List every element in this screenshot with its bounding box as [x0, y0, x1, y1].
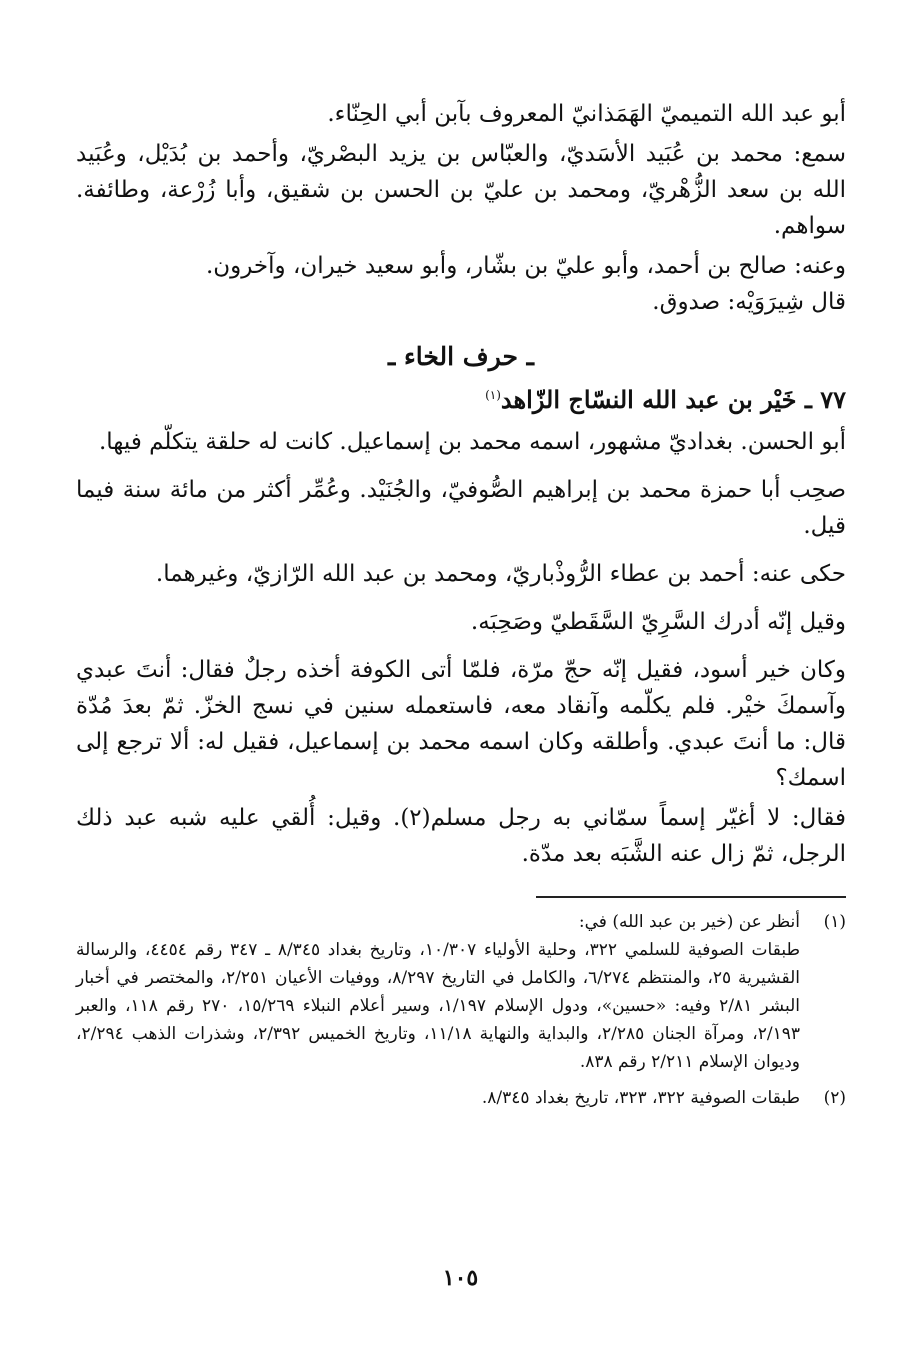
- footnote-line: طبقات الصوفية ٣٢٢، ٣٢٣، تاريخ بغداد ٨/٣٤٥.: [481, 1088, 800, 1108]
- paragraph-students: وعنه: صالح بن أحمد، وأبو عليّ بن بشّار، وأبو سعيد خيران، وآخرون.: [205, 253, 846, 279]
- footnote: [76, 908, 846, 1076]
- footnote-number: (٢): [823, 1088, 846, 1108]
- paragraph-lineage: أبو عبد الله التميميّ الهَمَذانيّ المعروف بآبن أبي الحِنّاء.: [327, 101, 846, 127]
- page-content: [76, 96, 846, 1120]
- footnote: [76, 1084, 846, 1112]
- paragraph-biography: أبو الحسن. بغداديّ مشهور، اسمه محمد بن إسماعيل. كانت له حلقة يتكلّم فيها.: [98, 429, 846, 455]
- entry-heading: [76, 385, 846, 414]
- footnote-line: أنظر عن (خير بن عبد الله) في:: [578, 912, 800, 932]
- paragraph-ending: فقال: لا أغيّر إسماً سمّاني به رجل مسلم(٢). وقيل: أُلقي عليه شبه عبد ذلك الرجل، ثمّ زال عنه الشَّبَه بعد مدّة.: [76, 805, 846, 867]
- paragraph-teachers: سمع: محمد بن عُبَيد الأسَديّ، والعبّاس بن يزيد البصْريّ، وأحمد بن بُدَيْل، وعُبَيد الله بن سعد الزُّهْريّ، ومحمد بن عليّ بن الحسن بن شقيق، وأبا زُرْعة، وطائفة. سواهم.: [76, 141, 846, 239]
- paragraph-assessment: قال شِيرَوَيْه: صدوق.: [652, 289, 846, 315]
- footnote-text: [76, 908, 800, 1076]
- footnote-line: طبقات الصوفية للسلمي ٣٢٢، وحلية الأولياء ١٠/٣٠٧، وتاريخ بغداد ٨/٣٤٥ ـ ٣٤٧ رقم ٤٤٥٤، والرسالة القشيرية ٢٥، والمنتظم ٦/٢٧٤، والكامل في التاريخ ٨/٢٩٧، ووفيات الأعيان ٢/٢٥١، والمختصر في أخبار البشر ٢/٨١ وفيه: «حسين»، ودول الإسلام ١/١٩٧، وسير أعلام النبلاء ١٥/٢٦٩، ٢٧٠ رقم ١١٨، والعبر ٢/١٩٣، ومرآة الجنان ٢/٢٨٥، والبداية والنهاية ١١/١٨، وتاريخ الخميس ٢/٣٩٢، وشذرات الذهب ٢/٢٩٤، وديوان الإسلام ٢/٢١١ رقم ٨٣٨.: [76, 940, 801, 1072]
- paragraph-companions: صحِب أبا حمزة محمد بن إبراهيم الصُّوفيّ، والجُنَيْد. وعُمِّر أكثر من مائة سنة فيما قيل.: [76, 477, 846, 539]
- entry-title: ٧٧ ـ خَيْر بن عبد الله النسّاج الزّاهد: [500, 385, 846, 414]
- page-number: ١٠٥: [442, 1265, 479, 1291]
- footnote-text: [76, 1084, 800, 1112]
- paragraph-narrators: حكى عنه: أحمد بن عطاء الرُّوذْباريّ، ومحمد بن عبد الله الرّازيّ، وغيرهما.: [155, 561, 846, 587]
- paragraph-meeting: وقيل إنّه أدرك السَّرِيّ السَّقَطيّ وصَحِبَه.: [470, 609, 846, 635]
- footnote-ref: (١): [485, 388, 501, 402]
- section-heading: ـ حرف الخاء ـ: [388, 342, 534, 371]
- footnote-divider: [536, 896, 846, 898]
- footnote-number: (١): [823, 912, 846, 932]
- paragraph-story: وكان خير أسود، فقيل إنّه حجّ مرّة، فلمّا أتى الكوفة أخذه رجلٌ فقال: أنتَ عبدي وآسمكَ خيْر. فلم يكلّمه وآنقاد معه، فاستعمله سنين في نسج الخزّ. ثمّ بعدَ مُدّة قال: ما أنتَ عبدي. وأطلقه وكان اسمه محمد بن إسماعيل، فقيل له: ألا ترجع إلى اسمك؟: [76, 657, 846, 791]
